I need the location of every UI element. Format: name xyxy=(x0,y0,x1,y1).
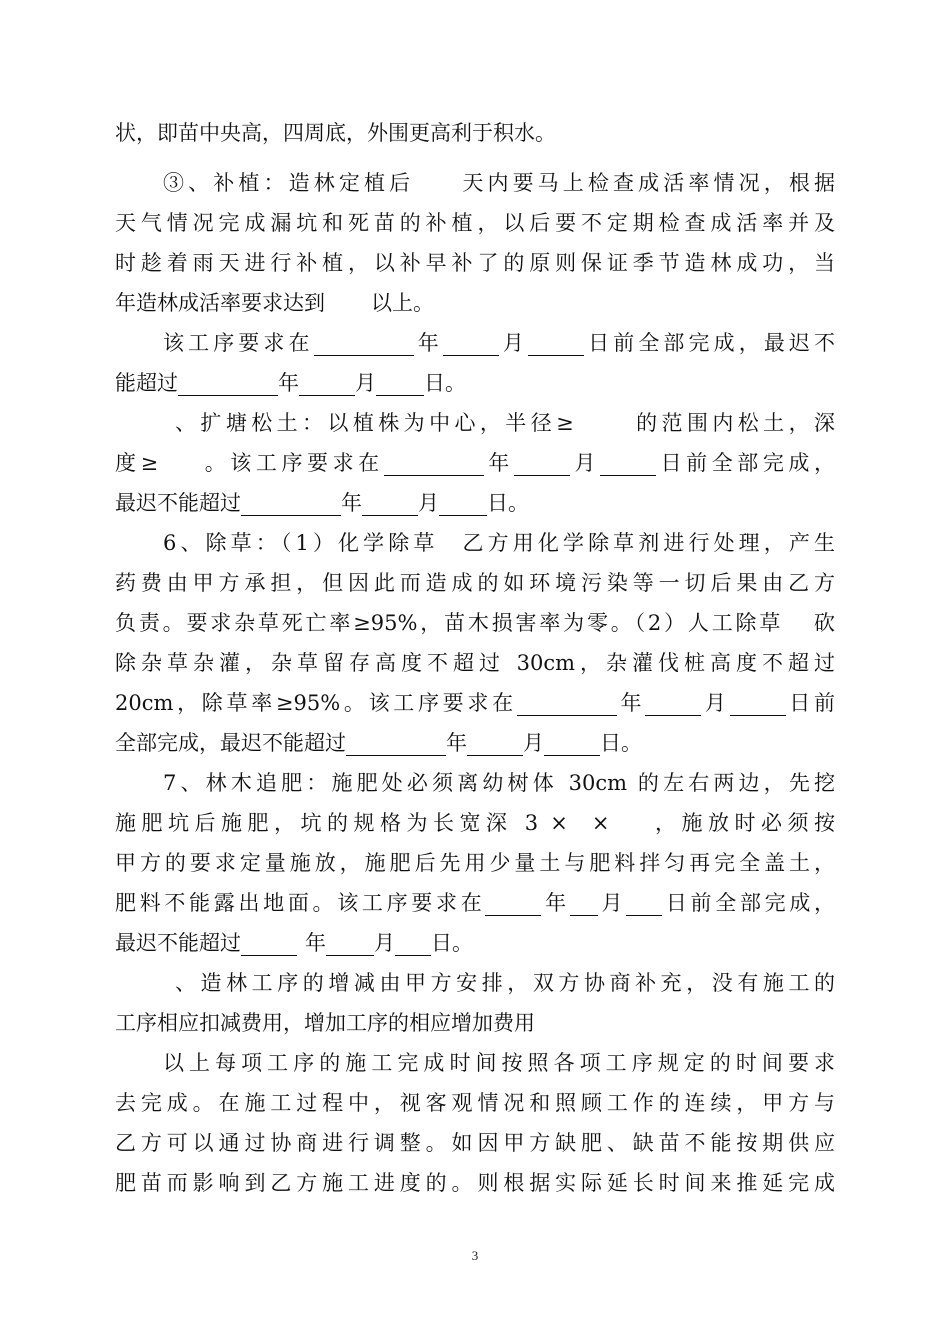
date-blank-month[interactable] xyxy=(299,369,355,396)
date-blank-day[interactable] xyxy=(395,929,431,956)
text-line: 甲方的要求定量施放，施肥后先用少量土与肥料拌匀再完全盖土， xyxy=(115,851,835,875)
date-blank-day[interactable] xyxy=(376,369,424,396)
text-line: 该工序要求在 年 月 日前全部完成，最迟不 xyxy=(163,331,835,355)
date-blank-year[interactable] xyxy=(346,729,446,756)
text-line: 、扩塘松土：以植株为中心，半径≥ 的范围内松土，深 xyxy=(175,411,835,435)
text-line: 肥料不能露出地面。该工序要求在 年 月 日前全部完成， xyxy=(115,891,835,915)
text-line: 工序相应扣减费用，增加工序的相应增加费用 xyxy=(115,1011,535,1035)
text-line: 最迟不能超过 年 月 日。 xyxy=(115,491,529,515)
date-blank-day[interactable] xyxy=(626,889,662,916)
date-blank-month[interactable] xyxy=(514,449,570,476)
date-blank-year[interactable] xyxy=(485,889,541,916)
text-line: 乙方可以通过协商进行调整。如因甲方缺肥、缺苗不能按期供应 xyxy=(115,1131,835,1155)
date-blank-day[interactable] xyxy=(730,689,786,716)
date-blank-month[interactable] xyxy=(645,689,701,716)
date-blank-month[interactable] xyxy=(362,489,418,516)
text-line: 施肥坑后施肥，坑的规格为长宽深 3 × × ，施放时必须按 xyxy=(115,811,835,835)
text-line: 天气情况完成漏坑和死苗的补植，以后要不定期检查成活率并及 xyxy=(115,211,835,235)
text-line: 最迟不能超过 年 月 日。 xyxy=(115,931,473,955)
text-line: 度≥ 。该工序要求在 年 月 日前全部完成， xyxy=(115,451,835,475)
date-blank-month[interactable] xyxy=(326,929,374,956)
date-blank-month[interactable] xyxy=(570,889,598,916)
text-line: 肥苗而影响到乙方施工进度的。则根据实际延长时间来推延完成 xyxy=(115,1171,835,1195)
text-line: 全部完成，最迟不能超过 年 月 日。 xyxy=(115,731,642,755)
text-line: 负责。要求杂草死亡率≥95%，苗木损害率为零。（2）人工除草 砍 xyxy=(115,611,835,635)
text-line: 状，即苗中央高，四周底，外围更高利于积水。 xyxy=(115,121,556,145)
date-blank-day[interactable] xyxy=(439,489,487,516)
text-line: 以上每项工序的施工完成时间按照各项工序规定的时间要求 xyxy=(163,1051,835,1075)
text-line: 6、除草：（1）化学除草 乙方用化学除草剂进行处理，产生 xyxy=(163,531,835,555)
text-line: 去完成。在施工过程中，视客观情况和照顾工作的连续，甲方与 xyxy=(115,1091,835,1115)
text-line: 7、林木追肥：施肥处必须离幼树体 30cm 的左右两边，先挖 xyxy=(163,771,835,795)
text-line: ③、补植：造林定植后 天内要马上检查成活率情况，根据 xyxy=(163,171,835,195)
date-blank-day[interactable] xyxy=(600,449,656,476)
text-line: 20cm，除草率≥95%。该工序要求在 年 月 日前 xyxy=(115,691,835,715)
date-blank-day[interactable] xyxy=(528,329,584,356)
date-blank-year[interactable] xyxy=(314,329,414,356)
page-number: 3 xyxy=(471,1248,479,1263)
text-line: 除杂草杂灌，杂草留存高度不超过 30cm，杂灌伐桩高度不超过 xyxy=(115,651,835,675)
date-blank-year[interactable] xyxy=(241,489,341,516)
text-line: 时趁着雨天进行补植，以补早补了的原则保证季节造林成功，当 xyxy=(115,251,835,275)
date-blank-year[interactable] xyxy=(178,369,278,396)
text-line: 能超过 年 月 日。 xyxy=(115,371,466,395)
date-blank-year[interactable] xyxy=(384,449,484,476)
text-line: 、造林工序的增减由甲方安排，双方协商补充，没有施工的 xyxy=(175,971,835,995)
date-blank-year[interactable] xyxy=(241,929,297,956)
text-line: 药费由甲方承担，但因此而造成的如环境污染等一切后果由乙方 xyxy=(115,571,835,595)
date-blank-day[interactable] xyxy=(544,729,600,756)
date-blank-month[interactable] xyxy=(467,729,523,756)
text-line: 年造林成活率要求达到 以上。 xyxy=(115,291,434,315)
date-blank-month[interactable] xyxy=(443,329,499,356)
date-blank-year[interactable] xyxy=(517,689,617,716)
